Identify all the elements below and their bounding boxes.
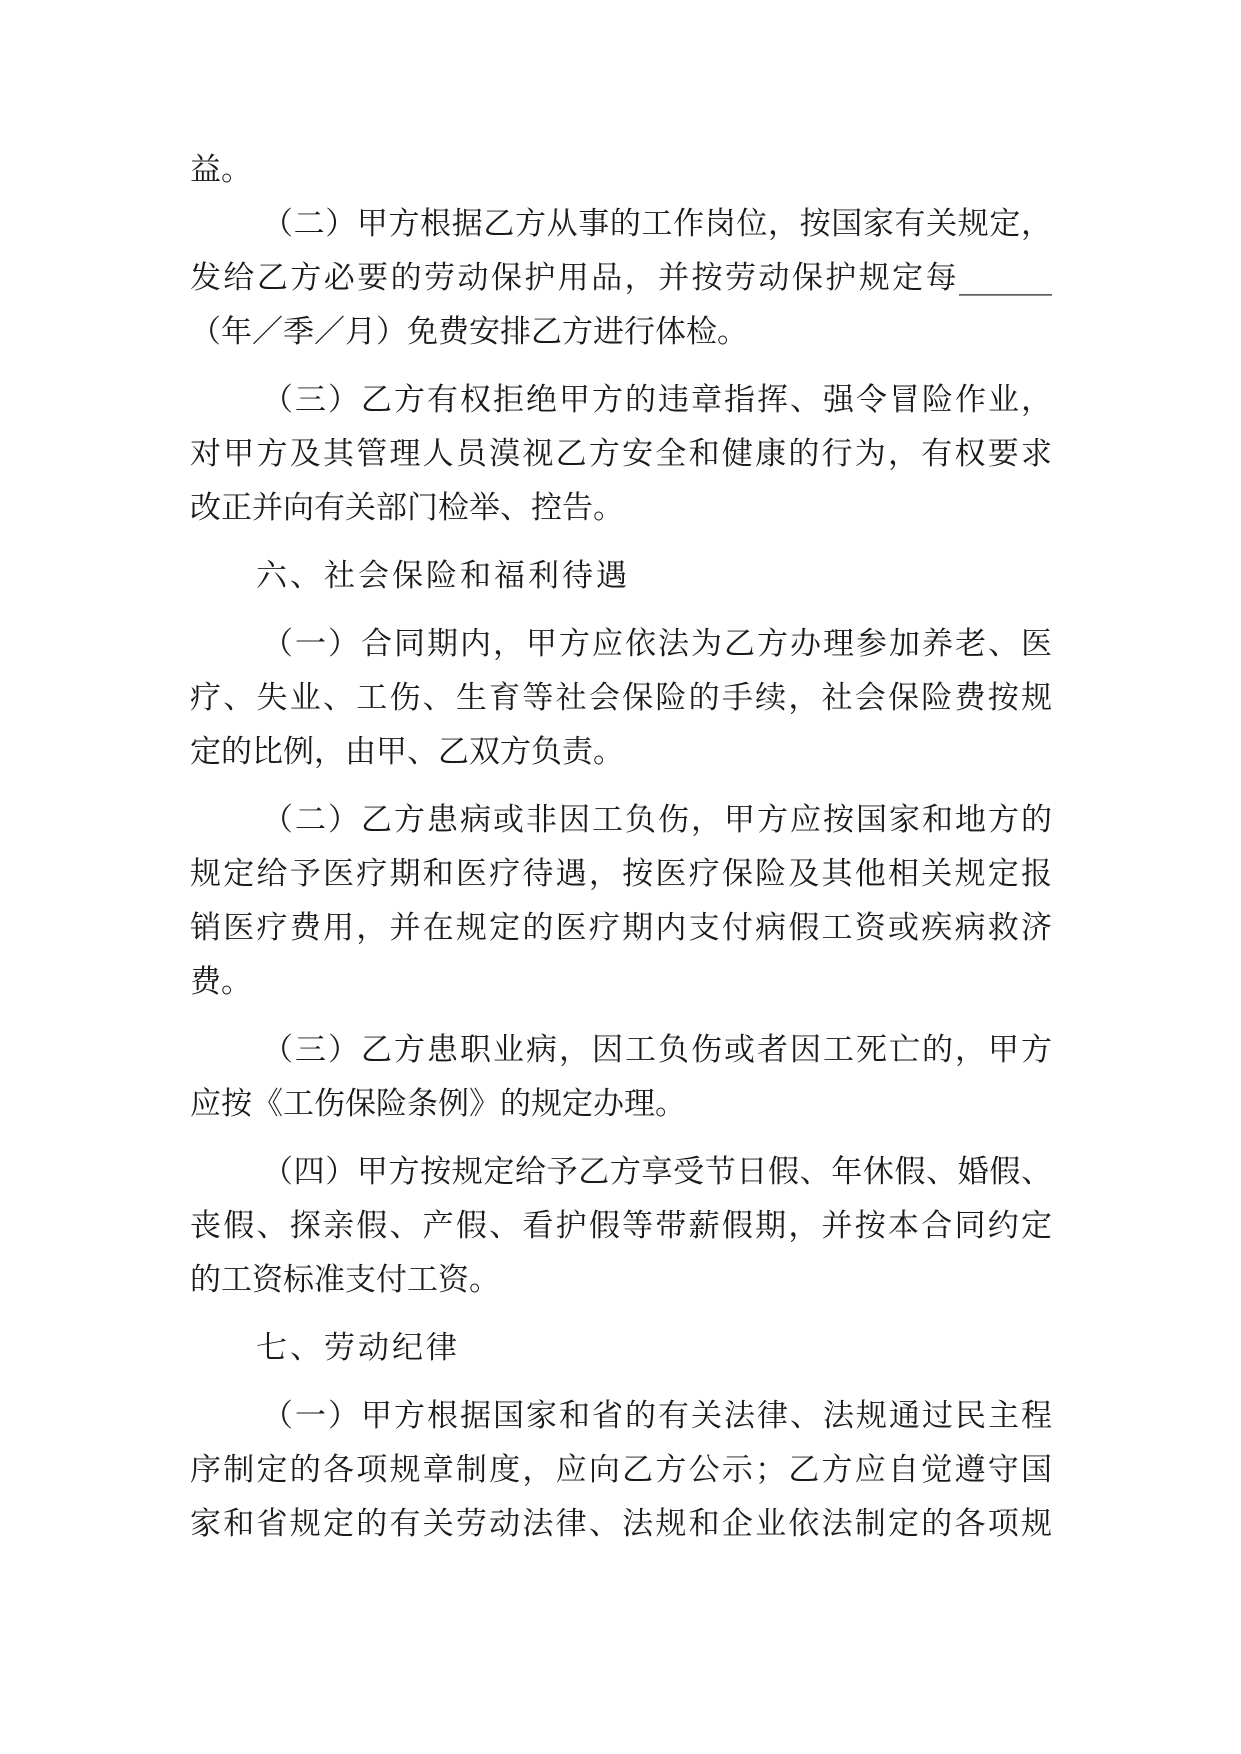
paragraph-line: 疗、失业、工伤、生育等社会保险的手续，社会保险费按规 [190,680,1052,716]
paragraph-line: 序制定的各项规章制度，应向乙方公示；乙方应自觉遵守国 [190,1452,1052,1488]
paragraph-line: 对甲方及其管理人员漠视乙方安全和健康的行为，有权要求 [190,436,1052,472]
paragraph-line: 规定给予医疗期和医疗待遇，按医疗保险及其他相关规定报 [190,856,1052,892]
section-heading: 七、劳动纪律 [256,1330,460,1366]
paragraph-line: （一）合同期内，甲方应依法为乙方办理参加养老、医 [262,626,1052,662]
paragraph-line: 丧假、探亲假、产假、看护假等带薪假期，并按本合同约定 [190,1208,1052,1244]
paragraph-line: 销医疗费用，并在规定的医疗期内支付病假工资或疾病救济 [190,910,1052,946]
paragraph-line: 应按《工伤保险条例》的规定办理。 [190,1086,686,1122]
section-heading: 六、社会保险和福利待遇 [256,558,630,594]
paragraph-line: 发给乙方必要的劳动保护用品，并按劳动保护规定每______ [190,260,1052,296]
paragraph-line: （三）乙方患职业病，因工负伤或者因工死亡的，甲方 [262,1032,1052,1068]
paragraph-line: （二）乙方患病或非因工负伤，甲方应按国家和地方的 [262,802,1052,838]
paragraph-line: （四）甲方按规定给予乙方享受节日假、年休假、婚假、 [262,1154,1052,1190]
paragraph-line: （二）甲方根据乙方从事的工作岗位，按国家有关规定， [262,206,1052,242]
paragraph-line: 定的比例，由甲、乙双方负责。 [190,734,624,770]
paragraph-line: （一）甲方根据国家和省的有关法律、法规通过民主程 [262,1398,1052,1434]
paragraph-line: （年／季／月）免费安排乙方进行体检。 [190,314,748,350]
paragraph-line: 家和省规定的有关劳动法律、法规和企业依法制定的各项规 [190,1506,1052,1542]
paragraph-line: 的工资标准支付工资。 [190,1262,500,1298]
paragraph-line: 费。 [190,964,252,1000]
paragraph-line: 改正并向有关部门检举、控告。 [190,490,624,526]
paragraph-line: 益。 [190,152,252,188]
paragraph-line: （三）乙方有权拒绝甲方的违章指挥、强令冒险作业， [262,382,1052,418]
